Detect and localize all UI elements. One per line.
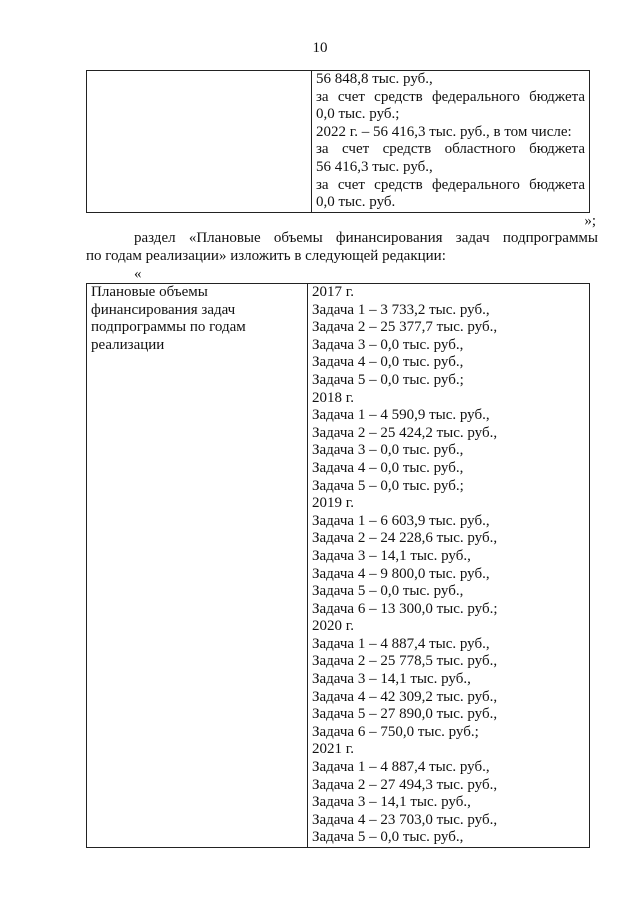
task-line: Задача 4 – 9 800,0 тыс. руб., (312, 565, 490, 582)
task-line: Задача 5 – 0,0 тыс. руб.; (312, 371, 464, 388)
task-line: Задача 3 – 0,0 тыс. руб., (312, 442, 464, 459)
task-line: Задача 6 – 13 300,0 тыс. руб.; (312, 600, 498, 617)
task-line: Задача 5 – 0,0 тыс. руб., (312, 583, 464, 600)
task-line: Задача 3 – 14,1 тыс. руб., (312, 794, 471, 811)
funding-line: за счет средств федерального бюджета (316, 88, 585, 105)
table-cell-empty (87, 71, 312, 213)
funding-line: 56 416,3 тыс. руб., (316, 158, 433, 175)
task-line: Задача 2 – 27 494,3 тыс. руб., (312, 776, 498, 793)
section-title-line: Плановые объемы (91, 284, 208, 300)
year-heading: 2019 г. (312, 495, 354, 512)
task-line: Задача 4 – 42 309,2 тыс. руб., (312, 688, 498, 705)
budget-table-continuation (86, 70, 590, 213)
task-line: Задача 3 – 14,1 тыс. руб., (312, 671, 471, 688)
closing-quote: »; (584, 213, 596, 229)
table-cell-section-title (87, 284, 308, 848)
table-row (87, 284, 590, 848)
opening-quote: « (134, 266, 142, 282)
table-cell-funding (312, 71, 590, 213)
task-line: Задача 6 – 750,0 тыс. руб.; (312, 723, 479, 740)
task-line: Задача 1 – 3 733,2 тыс. руб., (312, 301, 490, 318)
year-heading: 2021 г. (312, 741, 354, 758)
planned-funding-table (86, 283, 590, 848)
task-line: Задача 2 – 25 778,5 тыс. руб., (312, 653, 498, 670)
task-line: Задача 5 – 0,0 тыс. руб., (312, 829, 464, 846)
task-line: Задача 2 – 25 424,2 тыс. руб., (312, 424, 498, 441)
task-line: Задача 4 – 0,0 тыс. руб., (312, 354, 464, 371)
table-row (87, 71, 590, 213)
funding-line: 0,0 тыс. руб.; (316, 106, 400, 123)
table-cell-task-funding (308, 284, 590, 848)
page-number: 10 (312, 40, 328, 56)
section-title-line: финансирования задач (91, 301, 236, 318)
paragraph-line: по годам реализации» изложить в следующей редакции: (86, 248, 446, 264)
year-heading: 2020 г. (312, 618, 354, 635)
funding-line: 56 848,8 тыс. руб., (316, 71, 433, 87)
year-heading: 2017 г. (312, 284, 354, 300)
task-line: Задача 1 – 6 603,9 тыс. руб., (312, 512, 490, 529)
task-line: Задача 5 – 0,0 тыс. руб.; (312, 477, 464, 494)
task-line: Задача 4 – 23 703,0 тыс. руб., (312, 811, 498, 828)
task-line: Задача 4 – 0,0 тыс. руб., (312, 459, 464, 476)
paragraph-line: раздел «Плановые объемы финансирования задач подпрограммы (134, 230, 598, 246)
section-title-line: реализации (91, 336, 165, 353)
task-line: Задача 5 – 27 890,0 тыс. руб., (312, 706, 498, 723)
funding-line: 0,0 тыс. руб. (316, 194, 396, 211)
amendment-paragraph (86, 229, 598, 265)
task-line: Задача 1 – 4 887,4 тыс. руб., (312, 635, 490, 652)
task-line: Задача 1 – 4 590,9 тыс. руб., (312, 407, 490, 424)
task-line: Задача 3 – 0,0 тыс. руб., (312, 336, 464, 353)
funding-line: 2022 г. – 56 416,3 тыс. руб., в том числе: (316, 123, 572, 140)
task-line: Задача 1 – 4 887,4 тыс. руб., (312, 759, 490, 776)
section-title-line: подпрограммы по годам (91, 319, 246, 336)
task-line: Задача 3 – 14,1 тыс. руб., (312, 547, 471, 564)
funding-line: за счет средств федерального бюджета (316, 176, 585, 193)
funding-line: за счет средств областного бюджета (316, 141, 585, 158)
task-line: Задача 2 – 24 228,6 тыс. руб., (312, 530, 498, 547)
year-heading: 2018 г. (312, 389, 354, 406)
task-line: Задача 2 – 25 377,7 тыс. руб., (312, 319, 498, 336)
